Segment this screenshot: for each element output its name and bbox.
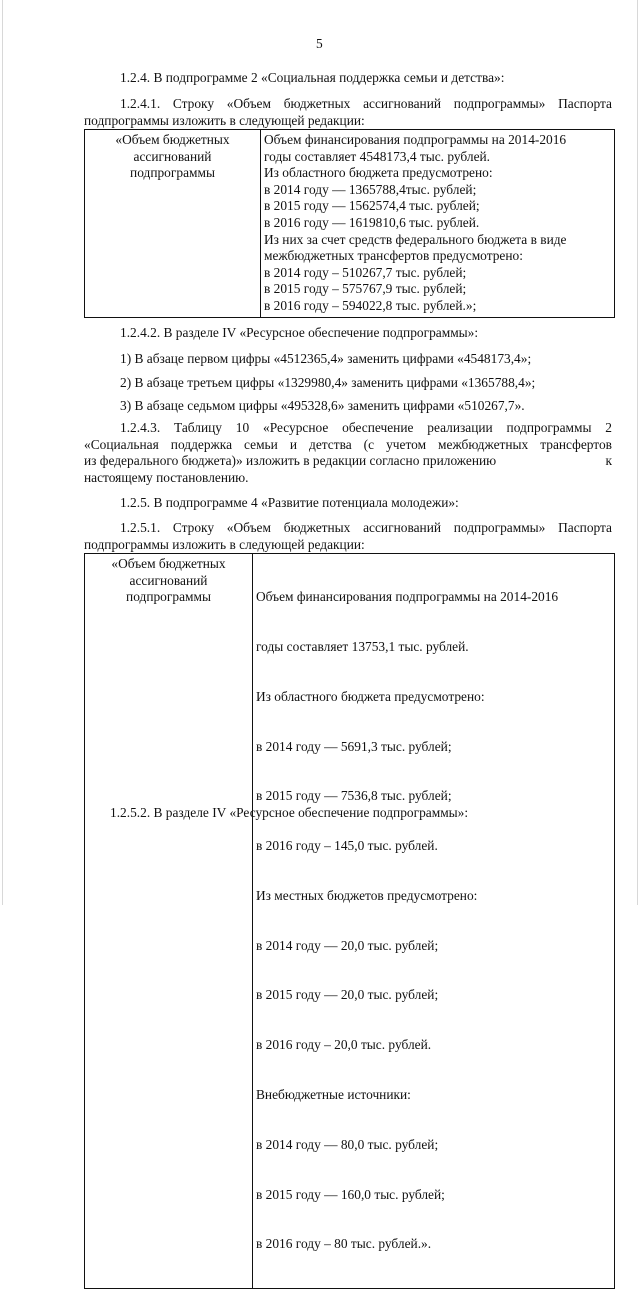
list-item-2: 2) В абзаце третьем цифры «1329980,4» заменить цифрами «1365788,4»; xyxy=(120,375,536,390)
value-line: Внебюджетные источники: xyxy=(256,1087,411,1102)
value-line: Объем финансирования подпрограммы на 2014-2016 xyxy=(264,132,567,147)
value-line: в 2015 году — 7536,8 тыс. рублей; xyxy=(256,788,452,804)
paragraph-1-2-5-2: 1.2.5.2. В разделе IV «Ресурсное обеспечение подпрограммы»: xyxy=(110,805,469,820)
paragraph-line-tail: к xyxy=(605,453,612,469)
passport-table-subprogram-2 xyxy=(84,129,615,318)
value-line: в 2016 году – 145,0 тыс. рублей. xyxy=(256,838,438,854)
value-line: межбюджетных трансфертов предусмотрено: xyxy=(264,248,523,264)
section-1-2-5-heading: 1.2.5. В подпрограмме 4 «Развитие потенциала молодежи»: xyxy=(120,495,459,510)
value-line: Из областного бюджета предусмотрено: xyxy=(256,688,485,704)
passport-table-subprogram-4 xyxy=(84,553,615,1289)
value-line: годы составляет 4548173,4 тыс. рублей. xyxy=(264,148,491,164)
scan-edge-right xyxy=(637,0,638,905)
paragraph-line: настоящему постановлению. xyxy=(84,469,249,485)
value-line: в 2014 году — 5691,3 тыс. рублей; xyxy=(256,738,452,754)
paragraph-1-2-5-1 xyxy=(84,520,612,553)
value-line: в 2014 году — 1365788,4тыс. рублей; xyxy=(264,181,477,197)
value-line: Из местных бюджетов предусмотрено: xyxy=(256,887,478,903)
value-line: в 2016 году – 80 тыс. рублей.». xyxy=(256,1236,432,1252)
label-line: «Объем бюджетных xyxy=(115,132,230,147)
section-1-2-4-heading: 1.2.4. В подпрограмме 2 «Социальная поддержка семьи и детства»: xyxy=(120,70,505,85)
value-line: в 2015 году — 20,0 тыс. рублей; xyxy=(256,987,439,1003)
label-line: подпрограммы xyxy=(130,165,215,181)
list-item-3: 3) В абзаце седьмом цифры «495328,6» заменить цифрами «510267,7». xyxy=(120,398,525,413)
value-line: в 2015 году — 160,0 тыс. рублей; xyxy=(256,1186,445,1202)
value-line: в 2016 году – 594022,8 тыс. рублей.»; xyxy=(264,297,477,313)
paragraph-line: 1.2.4.3. Таблицу 10 «Ресурсное обеспечение реализации подпрограммы 2 xyxy=(120,420,612,435)
table-value-cell xyxy=(253,554,615,1289)
scan-edge-left xyxy=(2,0,3,905)
value-line: в 2015 году – 575767,9 тыс. рублей; xyxy=(264,281,467,297)
list-item-1: 1) В абзаце первом цифры «4512365,4» заменить цифрами «4548173,4»; xyxy=(120,351,532,366)
value-line: годы составляет 13753,1 тыс. рублей. xyxy=(256,638,469,654)
label-line: ассигнований xyxy=(129,572,208,588)
value-line: в 2015 году — 1562574,4 тыс. рублей; xyxy=(264,198,480,214)
paragraph-line: подпрограммы изложить в следующей редакции: xyxy=(84,536,365,552)
label-line: подпрограммы xyxy=(126,589,211,605)
paragraph-1-2-4-3 xyxy=(84,420,612,486)
paragraph-line-row xyxy=(84,453,612,470)
paragraph-1-2-4-2: 1.2.4.2. В разделе IV «Ресурсное обеспечение подпрограммы»: xyxy=(120,325,479,340)
value-line: в 2014 году — 20,0 тыс. рублей; xyxy=(256,937,439,953)
page-number: 5 xyxy=(316,36,323,51)
paragraph-line: из федерального бюджета)» изложить в редакции согласно приложению xyxy=(84,453,497,469)
value-line: в 2014 году — 80,0 тыс. рублей; xyxy=(256,1136,439,1152)
table-label-cell xyxy=(85,554,253,1289)
paragraph-line: «Социальная поддержка семьи и детства (с учетом межбюджетных трансфертов xyxy=(84,436,612,452)
paragraph-line: 1.2.4.1. Строку «Объем бюджетных ассигнований подпрограммы» Паспорта xyxy=(120,96,612,111)
paragraph-1-2-4-1 xyxy=(84,96,612,129)
label-line: ассигнований xyxy=(133,148,212,164)
table-label-cell xyxy=(85,130,261,318)
paragraph-line: подпрограммы изложить в следующей редакции: xyxy=(84,112,365,128)
value-line: в 2016 году — 1619810,6 тыс. рублей. xyxy=(264,214,480,230)
value-line: в 2016 году – 20,0 тыс. рублей. xyxy=(256,1037,432,1053)
value-line: в 2014 году – 510267,7 тыс. рублей; xyxy=(264,264,467,280)
value-line: Из них за счет средств федерального бюджета в виде xyxy=(264,231,567,247)
value-line: Объем финансирования подпрограммы на 2014-2016 xyxy=(256,589,559,605)
value-line: Из областного бюджета предусмотрено: xyxy=(264,165,493,181)
paragraph-line: 1.2.5.1. Строку «Объем бюджетных ассигнований подпрограммы» Паспорта xyxy=(120,520,612,535)
table-value-cell xyxy=(261,130,615,318)
label-line: «Объем бюджетных xyxy=(111,556,226,571)
